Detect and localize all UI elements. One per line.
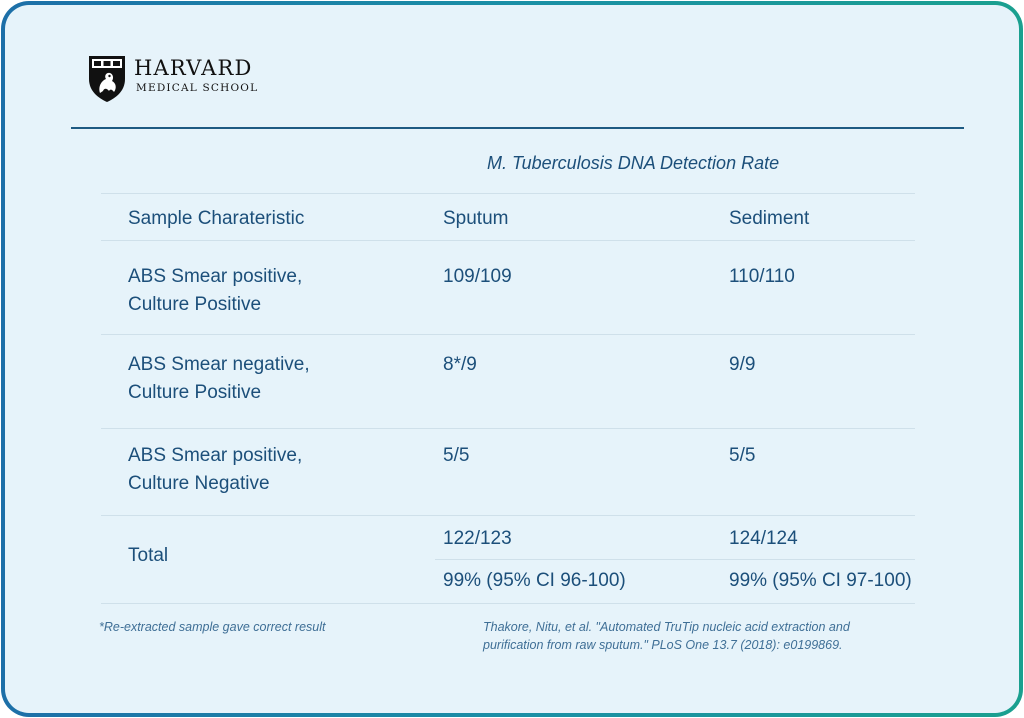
row-2-sputum: 8*/9 <box>443 354 477 375</box>
column-header-sputum: Sputum <box>443 208 509 229</box>
total-sediment-rate: 99% (95% CI 97-100) <box>729 570 912 591</box>
harvard-medical-school-logo <box>88 55 258 103</box>
row-divider <box>101 193 915 194</box>
row-3-sediment: 5/5 <box>729 445 756 466</box>
citation-line1: Thakore, Nitu, et al. "Automated TruTip nucleic acid extraction and <box>483 620 850 634</box>
row-divider <box>101 240 915 241</box>
column-header-sediment: Sediment <box>729 208 810 229</box>
row-divider <box>101 603 915 604</box>
row-divider <box>101 334 915 335</box>
footnote: *Re-extracted sample gave correct result <box>99 620 326 634</box>
row-divider <box>101 428 915 429</box>
row-2-label-line1: ABS Smear negative, <box>128 354 310 375</box>
row-2-label-line2: Culture Positive <box>128 382 262 403</box>
card-frame <box>1 1 1023 717</box>
total-sputum-rate: 99% (95% CI 96-100) <box>443 570 626 591</box>
column-header-characteristic: Sample Charateristic <box>128 208 305 229</box>
total-sputum-count: 122/123 <box>443 528 512 549</box>
content-card <box>5 5 1019 713</box>
total-label: Total <box>128 545 169 566</box>
row-1-sputum: 109/109 <box>443 266 512 287</box>
row-3-sputum: 5/5 <box>443 445 470 466</box>
row-1-label-line1: ABS Smear positive, <box>128 266 303 287</box>
row-3-label-line2: Culture Negative <box>128 473 270 494</box>
table-group-header: M. Tuberculosis DNA Detection Rate <box>487 153 780 173</box>
row-2-sediment: 9/9 <box>729 354 756 375</box>
row-3-label-line1: ABS Smear positive, <box>128 445 303 466</box>
shield-icon <box>88 55 126 103</box>
logo-subname: MEDICAL SCHOOL <box>136 82 259 94</box>
row-1-sediment: 110/110 <box>729 266 795 287</box>
citation-line2: purification from raw sputum." PLoS One 13.7 (2018): e0199869. <box>483 638 843 652</box>
total-sediment-count: 124/124 <box>729 528 798 549</box>
row-1-label-line2: Culture Positive <box>128 294 262 315</box>
logo-name: HARVARD <box>134 56 253 80</box>
row-divider <box>101 515 915 516</box>
header-rule <box>71 127 964 129</box>
row-divider <box>435 559 915 560</box>
